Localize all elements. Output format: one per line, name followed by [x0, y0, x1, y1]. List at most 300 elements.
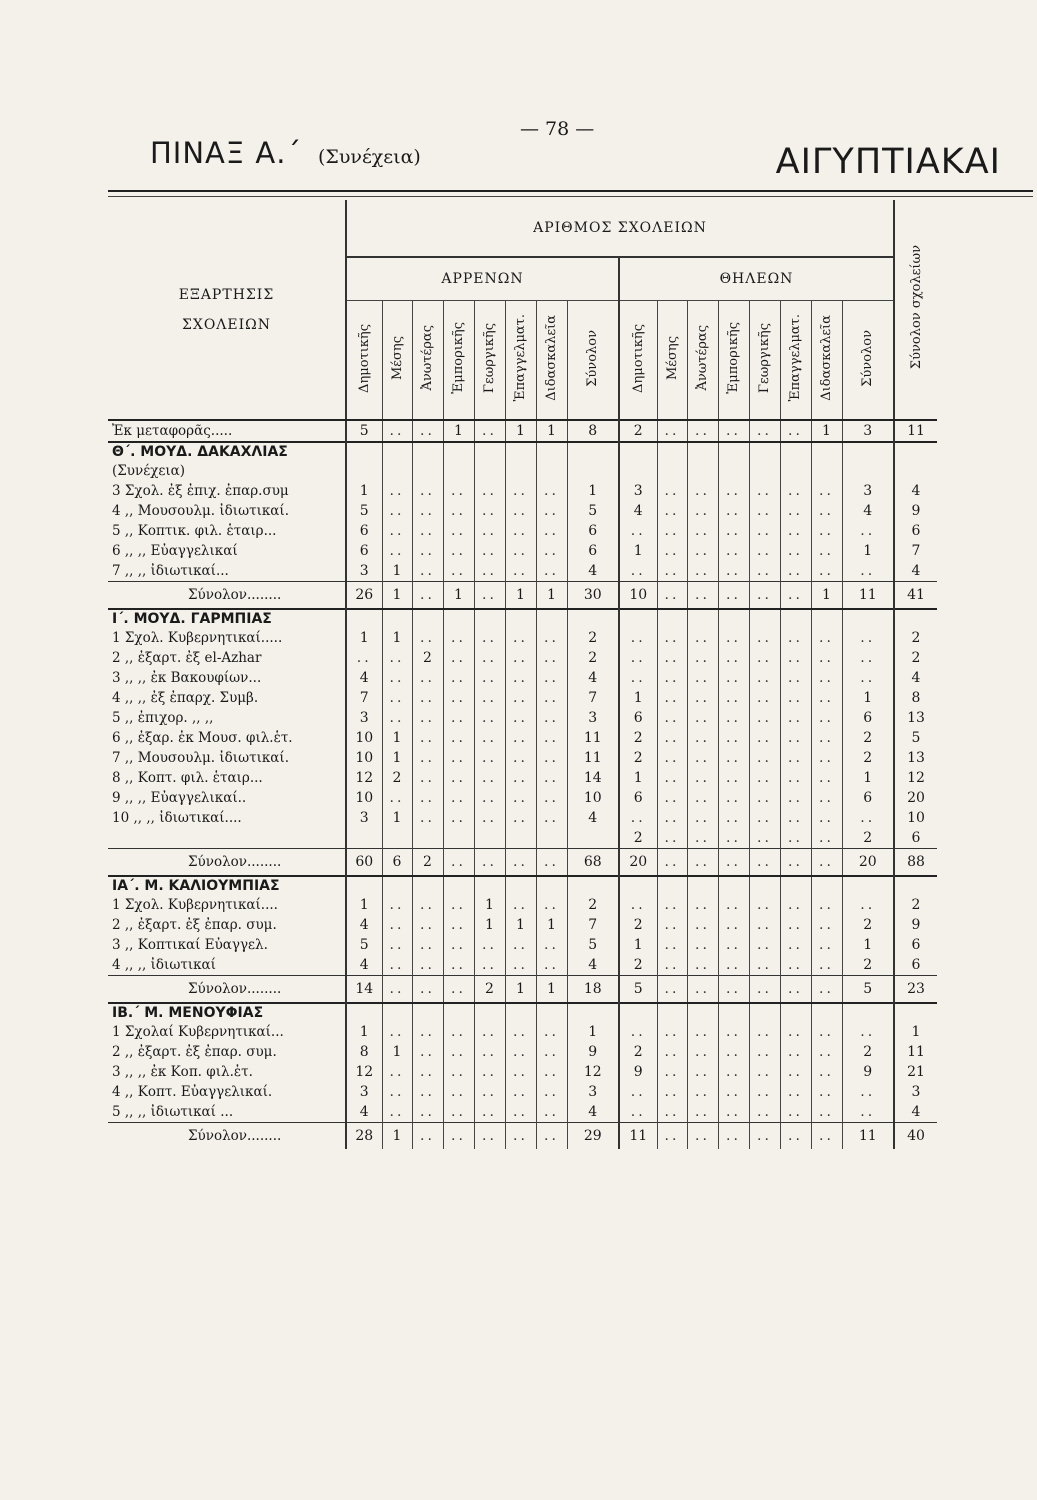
- cell-value: ..: [811, 688, 842, 708]
- cell-value: ..: [474, 1062, 505, 1082]
- cell-value: 6: [894, 521, 937, 541]
- cell-value: ..: [811, 628, 842, 648]
- table-row: [108, 501, 937, 521]
- cell-value: 3: [842, 420, 894, 442]
- empty-cell: [382, 1003, 412, 1022]
- cell-value: 11: [894, 420, 937, 442]
- cell-value: 9: [894, 915, 937, 935]
- header-dependency-line1: ΕΞΑΡΤΗΣΙΣ: [178, 286, 275, 303]
- table-row: [108, 1102, 937, 1123]
- cell-value: ..: [412, 728, 443, 748]
- cell-value: ..: [412, 481, 443, 501]
- cell-value: ..: [718, 708, 749, 728]
- cell-value: ..: [780, 688, 811, 708]
- cell-value: ..: [749, 648, 780, 668]
- cell-value: 4: [894, 561, 937, 582]
- cell-value: ..: [536, 501, 567, 521]
- cell-value: ..: [718, 541, 749, 561]
- cell-value: ..: [443, 501, 474, 521]
- cell-value: 7: [894, 541, 937, 561]
- cell-value: ..: [619, 648, 657, 668]
- header-girls-col-3: [718, 301, 749, 421]
- cell-value: ..: [505, 808, 536, 828]
- cell-value: ..: [780, 768, 811, 788]
- cell-value: ..: [443, 561, 474, 582]
- cell-value: ..: [657, 748, 687, 768]
- cell-value: 11: [842, 582, 894, 610]
- row-label: 3 ,, ,, ἐκ Βακουφίων...: [108, 668, 346, 688]
- cell-value: ..: [657, 1102, 687, 1123]
- empty-cell: [749, 1003, 780, 1022]
- header-boys-col-6-text: Διδασκαλεῖα: [544, 315, 559, 401]
- cell-value: ..: [718, 1042, 749, 1062]
- cell-value: ..: [536, 895, 567, 915]
- cell-value: 2: [619, 1042, 657, 1062]
- cell-value: 12: [346, 1062, 382, 1082]
- header-girls: ΘΗΛΕΩΝ: [619, 257, 894, 301]
- table-row: [108, 895, 937, 915]
- empty-cell: [505, 442, 536, 461]
- cell-value: 3: [619, 481, 657, 501]
- cell-value: ..: [718, 915, 749, 935]
- cell-value: [443, 461, 474, 481]
- cell-value: ..: [474, 688, 505, 708]
- cell-value: ..: [780, 808, 811, 828]
- cell-value: ..: [443, 481, 474, 501]
- cell-value: ..: [780, 955, 811, 976]
- top-rule: [108, 190, 1033, 192]
- row-label: 3 ,, ,, ἐκ Κοπ. φιλ.ἑτ.: [108, 1062, 346, 1082]
- row-label: 8 ,, Κοπτ. φιλ. ἑταιρ...: [108, 768, 346, 788]
- header-boys-col-5-text: Ἐπαγγελματ.: [513, 314, 528, 402]
- cell-value: ..: [842, 648, 894, 668]
- cell-value: ..: [474, 1123, 505, 1150]
- cell-value: 10: [619, 582, 657, 610]
- cell-value: ..: [346, 648, 382, 668]
- cell-value: ..: [718, 582, 749, 610]
- cell-value: 12: [894, 768, 937, 788]
- cell-value: 2: [894, 648, 937, 668]
- cell-value: ..: [412, 1082, 443, 1102]
- empty-cell: [749, 876, 780, 895]
- empty-cell: [412, 442, 443, 461]
- cell-value: ..: [412, 501, 443, 521]
- row-label: Σύνολον........: [108, 976, 346, 1004]
- empty-cell: [536, 1003, 567, 1022]
- empty-cell: [474, 609, 505, 628]
- cell-value: [412, 461, 443, 481]
- empty-cell: [811, 876, 842, 895]
- cell-value: ..: [412, 915, 443, 935]
- table-row: [108, 935, 937, 955]
- cell-value: ..: [749, 1042, 780, 1062]
- cell-value: 1: [346, 895, 382, 915]
- cell-value: ..: [619, 895, 657, 915]
- cell-value: 1: [382, 628, 412, 648]
- cell-value: 1: [474, 895, 505, 915]
- row-label: 9 ,, ,, Εὐαγγελικαί..: [108, 788, 346, 808]
- empty-cell: [443, 876, 474, 895]
- cell-value: ..: [780, 849, 811, 877]
- cell-value: ..: [382, 648, 412, 668]
- cell-value: 4: [619, 501, 657, 521]
- cell-value: ..: [718, 976, 749, 1004]
- cell-value: ..: [412, 895, 443, 915]
- row-label: 2 ,, ἐξαρτ. ἐξ ἐπαρ. συμ.: [108, 915, 346, 935]
- cell-value: ..: [780, 521, 811, 541]
- cell-value: ..: [811, 668, 842, 688]
- section-heading-row: [108, 876, 937, 895]
- cell-value: ..: [811, 849, 842, 877]
- empty-cell: [505, 609, 536, 628]
- cell-value: ..: [749, 976, 780, 1004]
- cell-value: ..: [619, 628, 657, 648]
- cell-value: ..: [443, 1062, 474, 1082]
- cell-value: ..: [687, 561, 718, 582]
- table-row: [108, 808, 937, 828]
- row-label: 1 Σχολαί Κυβερνητικαί...: [108, 1022, 346, 1042]
- cell-value: 2: [842, 915, 894, 935]
- cell-value: ..: [412, 668, 443, 688]
- cell-value: ..: [780, 708, 811, 728]
- table-row: [108, 828, 937, 849]
- table-title: [150, 136, 421, 170]
- cell-value: ..: [718, 1123, 749, 1150]
- cell-value: [567, 828, 619, 849]
- cell-value: 4: [842, 501, 894, 521]
- cell-value: ..: [718, 501, 749, 521]
- header-dependency-line2: ΣΧΟΛΕΙΩΝ: [181, 316, 272, 333]
- cell-value: ..: [749, 788, 780, 808]
- cell-value: ..: [412, 1062, 443, 1082]
- empty-cell: [842, 442, 894, 461]
- header-girls-col-6-text: Διδασκαλεῖα: [819, 315, 834, 401]
- cell-value: ..: [780, 1042, 811, 1062]
- cell-value: [718, 461, 749, 481]
- cell-value: ..: [536, 788, 567, 808]
- cell-value: ..: [505, 1102, 536, 1123]
- cell-value: ..: [536, 768, 567, 788]
- cell-value: 5: [567, 935, 619, 955]
- cell-value: ..: [443, 1042, 474, 1062]
- cell-value: ..: [811, 1062, 842, 1082]
- cell-value: 1: [382, 808, 412, 828]
- table-row: [108, 668, 937, 688]
- cell-value: ..: [687, 895, 718, 915]
- cell-value: 1: [842, 688, 894, 708]
- cell-value: ..: [474, 708, 505, 728]
- cell-value: ..: [412, 1123, 443, 1150]
- cell-value: 12: [567, 1062, 619, 1082]
- cell-value: 9: [567, 1042, 619, 1062]
- empty-cell: [842, 609, 894, 628]
- cell-value: ..: [474, 1102, 505, 1123]
- cell-value: ..: [811, 808, 842, 828]
- empty-cell: [443, 1003, 474, 1022]
- cell-value: ..: [780, 668, 811, 688]
- header-girls-col-3-text: Ἐμπορικῆς: [726, 322, 741, 394]
- cell-value: ..: [780, 481, 811, 501]
- cell-value: ..: [811, 521, 842, 541]
- total-row: [108, 582, 937, 610]
- cell-value: 8: [567, 420, 619, 442]
- cell-value: ..: [474, 481, 505, 501]
- cell-value: ..: [619, 808, 657, 828]
- table-row: [108, 788, 937, 808]
- cell-value: ..: [687, 668, 718, 688]
- section-heading-row: [108, 609, 937, 628]
- empty-cell: [718, 876, 749, 895]
- empty-cell: [505, 1003, 536, 1022]
- cell-value: ..: [536, 1123, 567, 1150]
- schools-table: [108, 200, 937, 1149]
- cell-value: ..: [505, 561, 536, 582]
- table-title-text: ΠΙΝΑΞ Α.΄: [150, 136, 302, 170]
- cell-value: 11: [567, 748, 619, 768]
- cell-value: ..: [842, 1022, 894, 1042]
- cell-value: ..: [657, 849, 687, 877]
- cell-value: ..: [382, 1082, 412, 1102]
- empty-cell: [619, 442, 657, 461]
- cell-value: 11: [567, 728, 619, 748]
- cell-value: ..: [382, 481, 412, 501]
- cell-value: ..: [443, 976, 474, 1004]
- cell-value: ..: [780, 501, 811, 521]
- cell-value: 1: [382, 582, 412, 610]
- cell-value: ..: [382, 668, 412, 688]
- cell-value: 2: [619, 955, 657, 976]
- cell-value: ..: [505, 668, 536, 688]
- cell-value: ..: [443, 935, 474, 955]
- cell-value: 3: [346, 808, 382, 828]
- cell-value: 4: [894, 668, 937, 688]
- cell-value: ..: [780, 561, 811, 582]
- cell-value: ..: [749, 1022, 780, 1042]
- cell-value: 1: [382, 728, 412, 748]
- cell-value: ..: [718, 1102, 749, 1123]
- section-heading: Ι΄. ΜΟΥΔ. ΓΑΡΜΠΙΑΣ: [108, 609, 346, 628]
- cell-value: ..: [505, 1042, 536, 1062]
- row-label: Σύνολον........: [108, 849, 346, 877]
- empty-cell: [687, 442, 718, 461]
- cell-value: ..: [443, 1123, 474, 1150]
- cell-value: [536, 461, 567, 481]
- cell-value: 1: [382, 748, 412, 768]
- cell-value: ..: [811, 1102, 842, 1123]
- header-girls-col-5-text: Ἐπαγγελματ.: [788, 314, 803, 402]
- table-row: [108, 481, 937, 501]
- table-row: [108, 521, 937, 541]
- cell-value: 1: [536, 582, 567, 610]
- cell-value: 1: [842, 768, 894, 788]
- header-boys-col-6: [536, 301, 567, 421]
- table-row: [108, 541, 937, 561]
- cell-value: ..: [474, 628, 505, 648]
- cell-value: ..: [412, 1022, 443, 1042]
- cell-value: ..: [780, 1123, 811, 1150]
- cell-value: ..: [718, 1022, 749, 1042]
- cell-value: ..: [474, 728, 505, 748]
- cell-value: ..: [687, 420, 718, 442]
- cell-value: 3: [346, 708, 382, 728]
- cell-value: ..: [780, 915, 811, 935]
- cell-value: 4: [567, 561, 619, 582]
- cell-value: ..: [619, 521, 657, 541]
- cell-value: ..: [687, 628, 718, 648]
- empty-cell: [346, 609, 382, 628]
- cell-value: 6: [567, 521, 619, 541]
- cell-value: ..: [474, 1042, 505, 1062]
- cell-value: 28: [346, 1123, 382, 1150]
- cell-value: ..: [811, 915, 842, 935]
- cell-value: ..: [718, 1082, 749, 1102]
- empty-cell: [842, 876, 894, 895]
- cell-value: ..: [412, 582, 443, 610]
- empty-cell: [412, 609, 443, 628]
- empty-cell: [474, 1003, 505, 1022]
- cell-value: ..: [687, 808, 718, 828]
- cell-value: ..: [811, 748, 842, 768]
- cell-value: ..: [842, 1102, 894, 1123]
- cell-value: ..: [687, 1022, 718, 1042]
- cell-value: 2: [842, 1042, 894, 1062]
- empty-cell: [780, 609, 811, 628]
- cell-value: ..: [505, 628, 536, 648]
- cell-value: ..: [718, 728, 749, 748]
- cell-value: 41: [894, 582, 937, 610]
- page-number: — 78 —: [520, 118, 595, 140]
- empty-cell: [567, 876, 619, 895]
- header-boys-col-0: [346, 301, 382, 421]
- cell-value: ..: [811, 955, 842, 976]
- cell-value: ..: [718, 828, 749, 849]
- header-girls-col-1: [657, 301, 687, 421]
- cell-value: ..: [382, 1062, 412, 1082]
- cell-value: 60: [346, 849, 382, 877]
- cell-value: ..: [780, 935, 811, 955]
- cell-value: ..: [657, 808, 687, 828]
- table-row: [108, 708, 937, 728]
- total-row: [108, 976, 937, 1004]
- table-row: [108, 628, 937, 648]
- cell-value: 20: [619, 849, 657, 877]
- cell-value: ..: [505, 935, 536, 955]
- cell-value: 23: [894, 976, 937, 1004]
- cell-value: ..: [718, 628, 749, 648]
- cell-value: ..: [382, 895, 412, 915]
- cell-value: 1: [443, 582, 474, 610]
- cell-value: 1: [382, 1123, 412, 1150]
- cell-value: ..: [687, 521, 718, 541]
- row-label: 4 ,, ,, ἐξ ἐπαρχ. Συμβ.: [108, 688, 346, 708]
- cell-value: ..: [780, 728, 811, 748]
- cell-value: 1: [842, 541, 894, 561]
- cell-value: ..: [780, 895, 811, 915]
- cell-value: ..: [811, 501, 842, 521]
- cell-value: ..: [474, 561, 505, 582]
- header-girls-col-0-text: Δημοτικῆς: [630, 323, 646, 393]
- cell-value: 2: [619, 728, 657, 748]
- empty-cell: [443, 442, 474, 461]
- cell-value: 1: [346, 1022, 382, 1042]
- cell-value: ..: [443, 895, 474, 915]
- cell-value: 2: [842, 728, 894, 748]
- cell-value: ..: [505, 955, 536, 976]
- cell-value: ..: [749, 935, 780, 955]
- cell-value: [687, 461, 718, 481]
- cell-value: ..: [780, 420, 811, 442]
- cell-value: ..: [657, 582, 687, 610]
- cell-value: ..: [474, 541, 505, 561]
- empty-cell: [536, 609, 567, 628]
- cell-value: ..: [687, 976, 718, 1004]
- cell-value: ..: [412, 808, 443, 828]
- cell-value: 6: [619, 788, 657, 808]
- cell-value: [894, 461, 937, 481]
- cell-value: ..: [687, 648, 718, 668]
- empty-cell: [811, 609, 842, 628]
- table-row: [108, 1082, 937, 1102]
- cell-value: ..: [749, 915, 780, 935]
- cell-value: ..: [657, 955, 687, 976]
- cell-value: 1: [536, 915, 567, 935]
- cell-value: ..: [412, 541, 443, 561]
- cell-value: ..: [474, 420, 505, 442]
- header-girls-col-1-text: Μέσης: [664, 336, 680, 380]
- cell-value: ..: [536, 541, 567, 561]
- cell-value: ..: [536, 935, 567, 955]
- empty-cell: [474, 876, 505, 895]
- cell-value: ..: [474, 748, 505, 768]
- empty-cell: [536, 442, 567, 461]
- cell-value: 6: [382, 849, 412, 877]
- header-girls-col-2: [687, 301, 718, 421]
- cell-value: 88: [894, 849, 937, 877]
- cell-value: ..: [505, 541, 536, 561]
- cell-value: ..: [687, 501, 718, 521]
- empty-cell: [536, 876, 567, 895]
- cell-value: ..: [749, 561, 780, 582]
- row-label: Ἐκ μεταφορᾶς.....: [108, 420, 346, 442]
- cell-value: ..: [412, 561, 443, 582]
- cell-value: ..: [382, 688, 412, 708]
- cell-value: ..: [749, 1102, 780, 1123]
- table-row: [108, 561, 937, 582]
- cell-value: 5: [346, 420, 382, 442]
- cell-value: 2: [842, 828, 894, 849]
- cell-value: ..: [382, 420, 412, 442]
- cell-value: 1: [811, 420, 842, 442]
- cell-value: 1: [505, 915, 536, 935]
- cell-value: ..: [749, 668, 780, 688]
- row-label: 5 ,, Κοπτικ. φιλ. ἑταιρ...: [108, 521, 346, 541]
- cell-value: 11: [894, 1042, 937, 1062]
- cell-value: 5: [346, 935, 382, 955]
- cell-value: 1: [567, 481, 619, 501]
- cell-value: 29: [567, 1123, 619, 1150]
- cell-value: 11: [619, 1123, 657, 1150]
- cell-value: ..: [657, 420, 687, 442]
- total-row: [108, 1123, 937, 1150]
- empty-cell: [687, 609, 718, 628]
- cell-value: ..: [505, 895, 536, 915]
- cell-value: ..: [749, 1082, 780, 1102]
- cell-value: ..: [780, 976, 811, 1004]
- row-label: 5 ,, ἐπιχορ. ,, ,,: [108, 708, 346, 728]
- cell-value: 10: [346, 728, 382, 748]
- cell-value: ..: [443, 668, 474, 688]
- cell-value: ..: [687, 481, 718, 501]
